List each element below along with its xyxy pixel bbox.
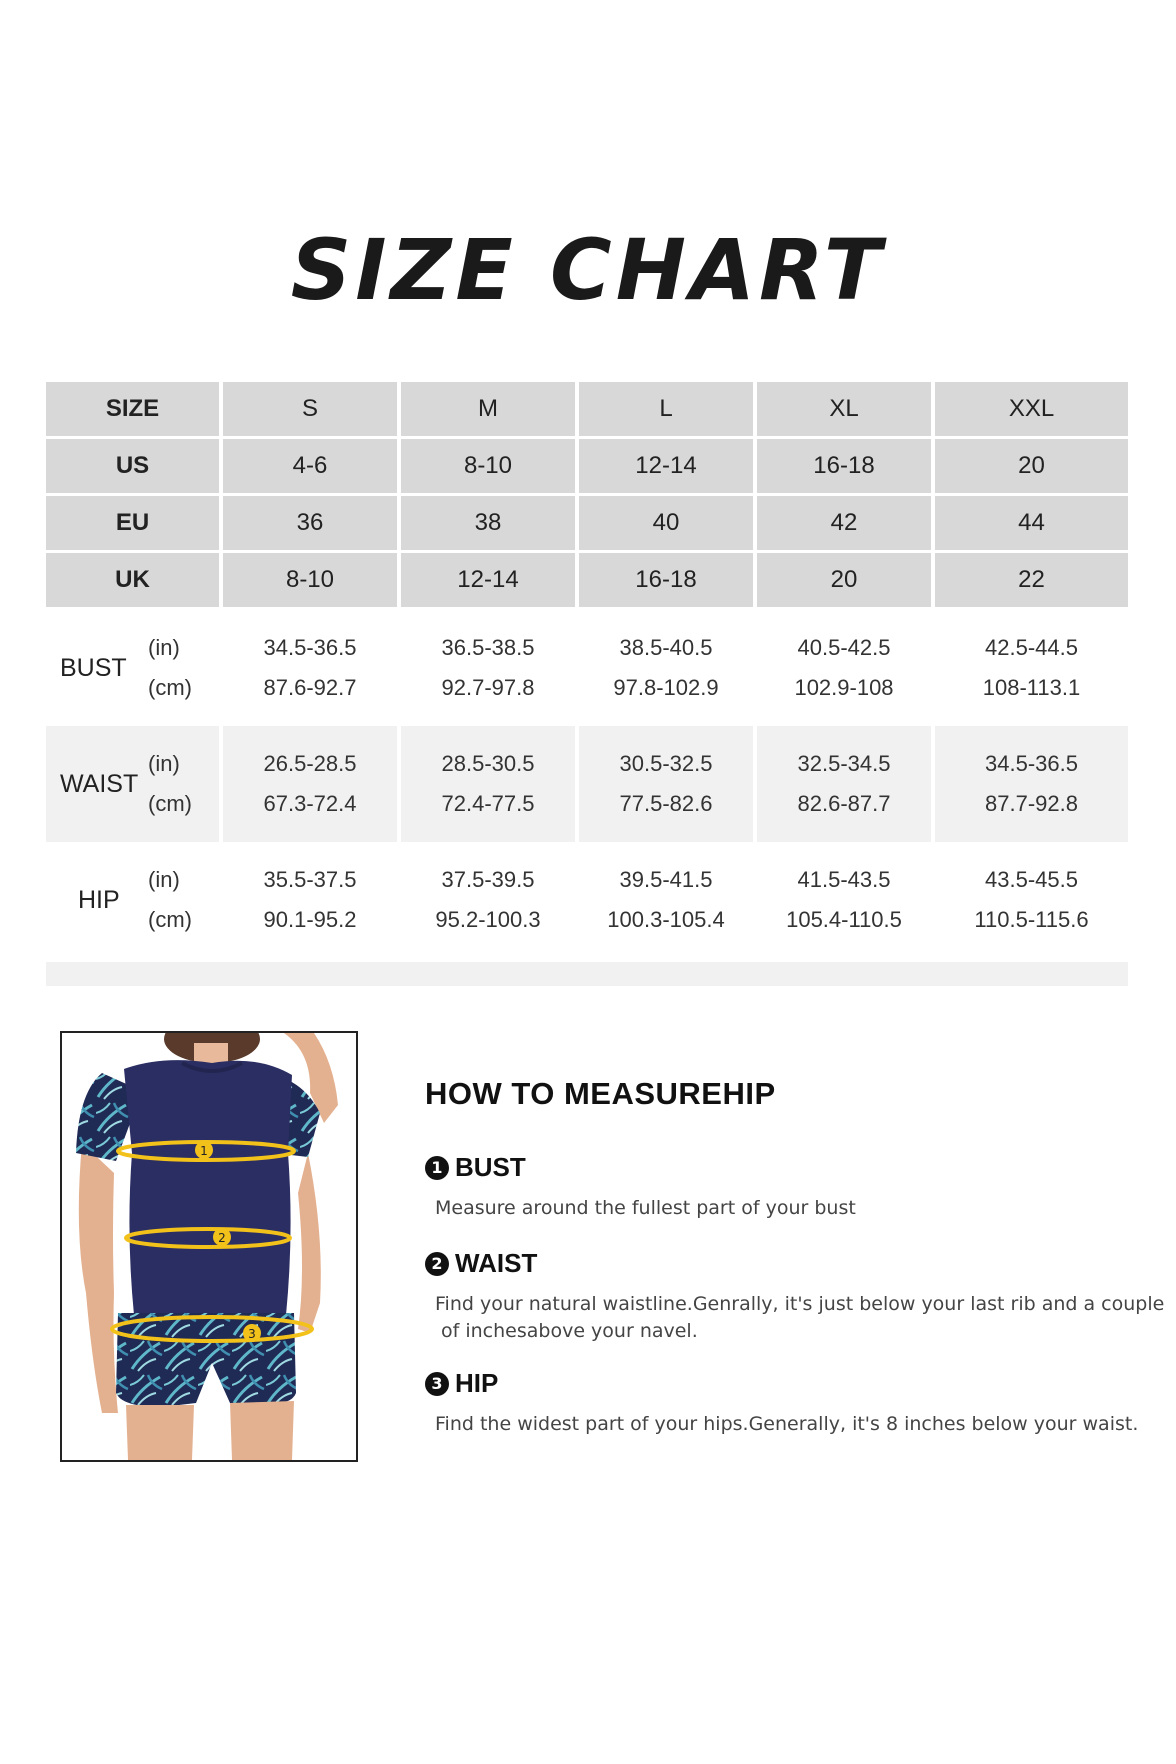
table-cell: 4-6 (223, 439, 401, 496)
table-cell: S (223, 382, 401, 439)
step-name: HIP (455, 1368, 499, 1398)
row-label-cell (46, 842, 223, 958)
table-cell (579, 726, 757, 842)
step-desc-line: Measure around the fullest part of your bust (435, 1197, 856, 1219)
table-cell: 12-14 (579, 439, 757, 496)
step-desc-line: of inchesabove your navel. (441, 1320, 698, 1342)
table-cell (757, 610, 935, 726)
value-cm: 95.2-100.3 (435, 907, 541, 932)
value-in: 37.5-39.5 (441, 867, 535, 892)
row-label: US (46, 439, 223, 496)
value-cm: 67.3-72.4 (263, 791, 357, 816)
step-heading (425, 1248, 1164, 1279)
step-name: BUST (455, 1152, 526, 1182)
value-cm: 100.3-105.4 (607, 907, 725, 932)
table-cell: M (401, 382, 579, 439)
unit-cm: (cm) (148, 675, 192, 700)
value-in: 34.5-36.5 (985, 751, 1078, 776)
table-row-bust (46, 610, 1128, 726)
model-photo (60, 1031, 358, 1462)
value-cm: 87.7-92.8 (985, 791, 1078, 816)
value-in: 30.5-32.5 (619, 751, 713, 776)
row-label: BUST (60, 653, 127, 682)
table-cell: 12-14 (401, 553, 579, 610)
table-row-uk (46, 553, 1128, 610)
value-in: 35.5-37.5 (263, 867, 357, 892)
step-desc-line: Find your natural waistline.Genrally, it's just below your last rib and a couple (435, 1293, 1165, 1315)
value-in: 34.5-36.5 (263, 635, 357, 660)
table-cell (935, 726, 1128, 842)
table-cell: 16-18 (757, 439, 935, 496)
table-cell: 20 (935, 439, 1128, 496)
value-in: 41.5-43.5 (797, 867, 891, 892)
row-label-cell (46, 610, 223, 726)
value-in: 32.5-34.5 (797, 751, 891, 776)
table-row-waist (46, 726, 1128, 842)
table-cell (401, 842, 579, 958)
unit-in: (in) (148, 751, 180, 776)
table-row-hip (46, 842, 1128, 958)
table-cell: 8-10 (223, 553, 401, 610)
marker-2-label: 2 (218, 1231, 226, 1245)
value-in: 28.5-30.5 (441, 751, 535, 776)
step-description (435, 1291, 1164, 1345)
row-label: SIZE (46, 382, 223, 439)
step-description (435, 1195, 856, 1222)
step-bust (425, 1152, 856, 1222)
table-cell: 40 (579, 496, 757, 553)
unit-cm: (cm) (148, 907, 192, 932)
table-cell (935, 842, 1128, 958)
step-desc-line: Find the widest part of your hips.Generally, it's 8 inches below your waist. (435, 1413, 1139, 1435)
marker-3-label: 3 (248, 1327, 256, 1341)
table-cell (579, 842, 757, 958)
value-cm: 97.8-102.9 (613, 675, 719, 700)
table-cell: XL (757, 382, 935, 439)
step-waist (425, 1248, 1164, 1345)
unit-labels (148, 751, 192, 817)
step-hip (425, 1368, 1138, 1438)
value-cm: 92.7-97.8 (441, 675, 535, 700)
table-cell: 20 (757, 553, 935, 610)
table-row-eu (46, 496, 1128, 553)
table-cell: 42 (757, 496, 935, 553)
value-cm: 77.5-82.6 (619, 791, 713, 816)
table-cell (401, 610, 579, 726)
table-row-us (46, 439, 1128, 496)
unit-labels (148, 635, 192, 701)
table-cell (401, 726, 579, 842)
model-illustration (62, 1033, 356, 1460)
table-cell (223, 842, 401, 958)
step-name: WAIST (455, 1248, 538, 1278)
row-label-cell (46, 726, 223, 842)
table-cell: L (579, 382, 757, 439)
row-label: EU (46, 496, 223, 553)
value-in: 36.5-38.5 (441, 635, 535, 660)
table-cell: 36 (223, 496, 401, 553)
table-cell: XXL (935, 382, 1128, 439)
unit-in: (in) (148, 867, 180, 892)
value-cm: 105.4-110.5 (786, 907, 902, 932)
value-cm: 108-113.1 (982, 675, 1081, 700)
table-cell (223, 726, 401, 842)
step-heading (425, 1368, 1138, 1399)
unit-labels (148, 867, 192, 933)
table-row-size (46, 382, 1128, 439)
table-cell: 22 (935, 553, 1128, 610)
value-cm: 90.1-95.2 (263, 907, 357, 932)
value-cm: 82.6-87.7 (797, 791, 891, 816)
step-heading (425, 1152, 856, 1183)
table-cell (223, 610, 401, 726)
value-cm: 87.6-92.7 (263, 675, 357, 700)
page-title: SIZE CHART (290, 221, 886, 319)
step-number-icon: 2 (425, 1252, 449, 1276)
table-bottom-bar (46, 962, 1128, 986)
row-label: WAIST (60, 769, 139, 798)
step-description (435, 1411, 1138, 1438)
value-in: 43.5-45.5 (985, 867, 1078, 892)
row-label: HIP (78, 885, 120, 914)
value-cm: 102.9-108 (794, 675, 894, 700)
value-in: 39.5-41.5 (619, 867, 713, 892)
value-in: 42.5-44.5 (985, 635, 1078, 660)
step-number-icon: 3 (425, 1372, 449, 1396)
marker-1-label: 1 (200, 1144, 208, 1158)
value-in: 40.5-42.5 (797, 635, 891, 660)
table-cell (757, 726, 935, 842)
table-cell: 38 (401, 496, 579, 553)
table-cell (935, 610, 1128, 726)
table-cell: 8-10 (401, 439, 579, 496)
value-in: 26.5-28.5 (263, 751, 357, 776)
table-cell: 44 (935, 496, 1128, 553)
row-label: UK (46, 553, 223, 610)
table-cell (757, 842, 935, 958)
unit-in: (in) (148, 635, 180, 660)
value-in: 38.5-40.5 (619, 635, 713, 660)
how-to-measure-title: HOW TO MEASUREHIP (425, 1076, 776, 1111)
value-cm: 72.4-77.5 (441, 791, 535, 816)
unit-cm: (cm) (148, 791, 192, 816)
size-table (46, 382, 1128, 958)
step-number-icon: 1 (425, 1156, 449, 1180)
table-cell (579, 610, 757, 726)
table-cell: 16-18 (579, 553, 757, 610)
value-cm: 110.5-115.6 (974, 907, 1089, 932)
